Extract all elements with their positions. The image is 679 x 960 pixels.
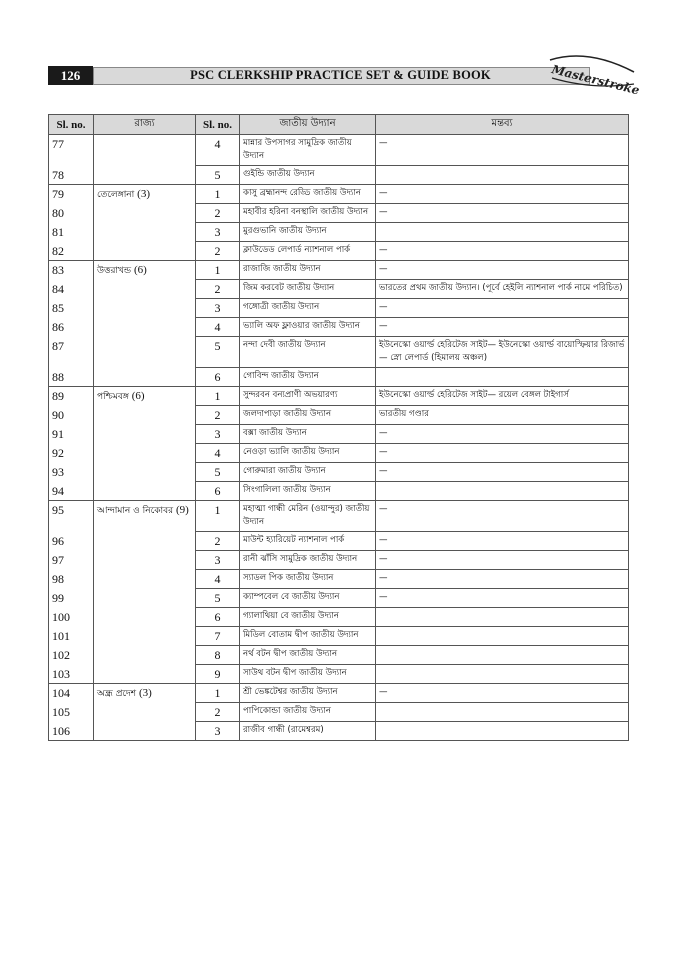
row-sub-number: 1 [196, 501, 240, 532]
park-remark: ভারতীয় গণ্ডার [376, 406, 629, 425]
row-sl-number: 92 [49, 444, 94, 463]
col-header-remark: মন্তব্য [376, 115, 629, 135]
park-name: জিম করবেট জাতীয় উদ্যান [240, 280, 376, 299]
park-name: রাজীব গান্ধী (রামেশ্বরম) [240, 722, 376, 741]
park-name: গ্যালাথিয়া বে জাতীয় উদ্যান [240, 608, 376, 627]
row-sub-number: 2 [196, 406, 240, 425]
park-name: ক্লাউডেড লেপার্ড ন্যাশনাল পার্ক [240, 242, 376, 261]
row-sub-number: 6 [196, 368, 240, 387]
table-row [49, 684, 629, 703]
row-sub-number: 6 [196, 608, 240, 627]
park-name: ভ্যালি অফ ফ্লাওয়ার জাতীয় উদ্যান [240, 318, 376, 337]
row-sub-number: 3 [196, 722, 240, 741]
table-header-row [49, 115, 629, 135]
row-sub-number: 5 [196, 589, 240, 608]
park-name: গোরুমারা জাতীয় উদ্যান [240, 463, 376, 482]
state-cell [94, 501, 196, 684]
state-park-count: (6) [133, 264, 147, 276]
brand-logo [548, 50, 641, 98]
row-sl-number: 79 [49, 185, 94, 204]
park-name: ক্যাম্পবেল বে জাতীয় উদ্যান [240, 589, 376, 608]
park-name: মহাবীর হরিনা বনস্থালি জাতীয় উদ্যান [240, 204, 376, 223]
row-sl-number: 101 [49, 627, 94, 646]
col-header-state: রাজ্য [94, 115, 196, 135]
state-cell [94, 387, 196, 501]
park-name: পাপিকোন্ডা জাতীয় উদ্যান [240, 703, 376, 722]
row-sl-number: 81 [49, 223, 94, 242]
park-remark [376, 646, 629, 665]
park-name: কাসু ব্রহ্মানন্দ রেড্ডি জাতীয় উদ্যান [240, 185, 376, 204]
page-number: 126 [48, 66, 93, 85]
row-sl-number: 104 [49, 684, 94, 703]
row-sub-number: 1 [196, 185, 240, 204]
page-header [48, 66, 628, 85]
row-sl-number: 93 [49, 463, 94, 482]
book-title: PSC CLERKSHIP PRACTICE SET & GUIDE BOOK [190, 68, 491, 82]
row-sub-number: 2 [196, 703, 240, 722]
park-remark: — [376, 570, 629, 589]
state-cell [94, 261, 196, 387]
row-sub-number: 1 [196, 261, 240, 280]
park-name: গঙ্গোত্রী জাতীয় উদ্যান [240, 299, 376, 318]
park-name: রানী ঝাঁসি সামুদ্রিক জাতীয় উদ্যান [240, 551, 376, 570]
park-remark [376, 722, 629, 741]
park-name: গুইন্ডি জাতীয় উদ্যান [240, 166, 376, 185]
row-sl-number: 99 [49, 589, 94, 608]
park-name: মহাত্মা গান্ধী মেরিন (ওয়ান্দুর) জাতীয় উদ্যান [240, 501, 376, 532]
park-remark: — [376, 589, 629, 608]
park-name: সাউথ বটন দ্বীপ জাতীয় উদ্যান [240, 665, 376, 684]
col-header-sub-sl: Sl. no. [196, 115, 240, 135]
brand-name: Masterstroke [550, 62, 641, 98]
table-row [49, 501, 629, 532]
row-sl-number: 96 [49, 532, 94, 551]
row-sl-number: 98 [49, 570, 94, 589]
park-remark: ইউনেস্কো ওয়ার্ল্ড হেরিটেজ সাইট— ইউনেস্কো ওয়ার্ল্ড বায়োস্ফিয়ার রিজার্ভ— স্নো লেপার্ড (হিমালয় অঞ্চল) [376, 337, 629, 368]
row-sl-number: 90 [49, 406, 94, 425]
row-sub-number: 7 [196, 627, 240, 646]
park-remark [376, 627, 629, 646]
row-sl-number: 102 [49, 646, 94, 665]
table-row [49, 185, 629, 204]
park-remark: — [376, 684, 629, 703]
park-remark [376, 368, 629, 387]
state-name: পশ্চিমবঙ্গ [97, 392, 129, 402]
row-sl-number: 100 [49, 608, 94, 627]
row-sub-number: 5 [196, 166, 240, 185]
row-sub-number: 4 [196, 444, 240, 463]
row-sl-number: 87 [49, 337, 94, 368]
state-name: অন্ধ্র প্রদেশ [97, 689, 137, 699]
row-sub-number: 1 [196, 387, 240, 406]
park-name: মিডিল বোতাম দ্বীপ জাতীয় উদ্যান [240, 627, 376, 646]
row-sub-number: 3 [196, 551, 240, 570]
row-sub-number: 2 [196, 204, 240, 223]
row-sub-number: 4 [196, 135, 240, 166]
table-row [49, 261, 629, 280]
park-remark: — [376, 204, 629, 223]
row-sl-number: 78 [49, 166, 94, 185]
park-name: মাউন্ট হ্যারিয়েট ন্যাশনাল পার্ক [240, 532, 376, 551]
state-name: আন্দামান ও নিকোবর [97, 506, 174, 516]
park-name: শ্রী ভেঙ্কটেশ্বর জাতীয় উদ্যান [240, 684, 376, 703]
row-sl-number: 88 [49, 368, 94, 387]
park-remark [376, 608, 629, 627]
park-name: সিংগালিলা জাতীয় উদ্যান [240, 482, 376, 501]
park-remark: — [376, 261, 629, 280]
table-row [49, 387, 629, 406]
row-sl-number: 105 [49, 703, 94, 722]
park-remark: — [376, 242, 629, 261]
park-remark: — [376, 463, 629, 482]
state-park-count: (6) [131, 390, 145, 402]
park-remark: — [376, 318, 629, 337]
row-sub-number: 2 [196, 280, 240, 299]
row-sl-number: 83 [49, 261, 94, 280]
row-sl-number: 95 [49, 501, 94, 532]
park-name: নন্দা দেবী জাতীয় উদ্যান [240, 337, 376, 368]
row-sub-number: 3 [196, 223, 240, 242]
park-remark: — [376, 135, 629, 166]
row-sub-number: 4 [196, 570, 240, 589]
state-park-count: (3) [137, 188, 150, 200]
state-name: উত্তরাখন্ড [97, 266, 132, 276]
park-remark [376, 665, 629, 684]
row-sl-number: 97 [49, 551, 94, 570]
park-name: নেওড়া ভ্যালি জাতীয় উদ্যান [240, 444, 376, 463]
park-remark: — [376, 532, 629, 551]
park-remark: ভারতের প্রথম জাতীয় উদ্যান। (পূর্বে হেইলি ন্যাশনাল পার্ক নামে পরিচিত) [376, 280, 629, 299]
row-sub-number: 3 [196, 299, 240, 318]
park-remark [376, 223, 629, 242]
park-name: মান্নার উপসাগর সামুদ্রিক জাতীয় উদ্যান [240, 135, 376, 166]
park-name: মুরগুভানি জাতীয় উদ্যান [240, 223, 376, 242]
row-sl-number: 77 [49, 135, 94, 166]
row-sub-number: 5 [196, 463, 240, 482]
park-name: বক্সা জাতীয় উদ্যান [240, 425, 376, 444]
park-name: স্যাডল পিক জাতীয় উদ্যান [240, 570, 376, 589]
park-name: নর্থ বটন দ্বীপ জাতীয় উদ্যান [240, 646, 376, 665]
state-cell [94, 185, 196, 261]
row-sl-number: 85 [49, 299, 94, 318]
park-remark: — [376, 551, 629, 570]
park-remark [376, 166, 629, 185]
row-sl-number: 86 [49, 318, 94, 337]
national-parks-table [48, 114, 629, 741]
park-remark [376, 482, 629, 501]
row-sl-number: 106 [49, 722, 94, 741]
state-cell [94, 684, 196, 741]
park-name: রাজাজি জাতীয় উদ্যান [240, 261, 376, 280]
row-sub-number: 6 [196, 482, 240, 501]
park-remark: — [376, 444, 629, 463]
park-remark: — [376, 425, 629, 444]
row-sub-number: 9 [196, 665, 240, 684]
park-remark [376, 703, 629, 722]
row-sub-number: 2 [196, 242, 240, 261]
row-sl-number: 103 [49, 665, 94, 684]
row-sub-number: 2 [196, 532, 240, 551]
state-cell [94, 135, 196, 185]
state-park-count: (9) [175, 504, 189, 516]
state-name: তেলেঙ্গানা [97, 190, 135, 200]
col-header-sl: Sl. no. [49, 115, 94, 135]
row-sub-number: 8 [196, 646, 240, 665]
row-sl-number: 80 [49, 204, 94, 223]
park-name: সুন্দরবন বন্যপ্রাণী অভয়ারণ্য [240, 387, 376, 406]
row-sl-number: 89 [49, 387, 94, 406]
row-sub-number: 1 [196, 684, 240, 703]
row-sub-number: 4 [196, 318, 240, 337]
row-sl-number: 84 [49, 280, 94, 299]
park-remark: — [376, 185, 629, 204]
row-sl-number: 82 [49, 242, 94, 261]
state-park-count: (3) [138, 687, 152, 699]
row-sl-number: 91 [49, 425, 94, 444]
park-remark: ইউনেস্কো ওয়ার্ল্ড হেরিটেজ সাইট— রয়েল বেঙ্গল টাইগার্স [376, 387, 629, 406]
row-sub-number: 3 [196, 425, 240, 444]
park-remark: — [376, 501, 629, 532]
row-sl-number: 94 [49, 482, 94, 501]
park-remark: — [376, 299, 629, 318]
table-body [49, 135, 629, 741]
park-name: গোবিন্দ জাতীয় উদ্যান [240, 368, 376, 387]
table-row [49, 135, 629, 166]
row-sub-number: 5 [196, 337, 240, 368]
park-name: জলদাপাড়া জাতীয় উদ্যান [240, 406, 376, 425]
col-header-park: জাতীয় উদ্যান [240, 115, 376, 135]
